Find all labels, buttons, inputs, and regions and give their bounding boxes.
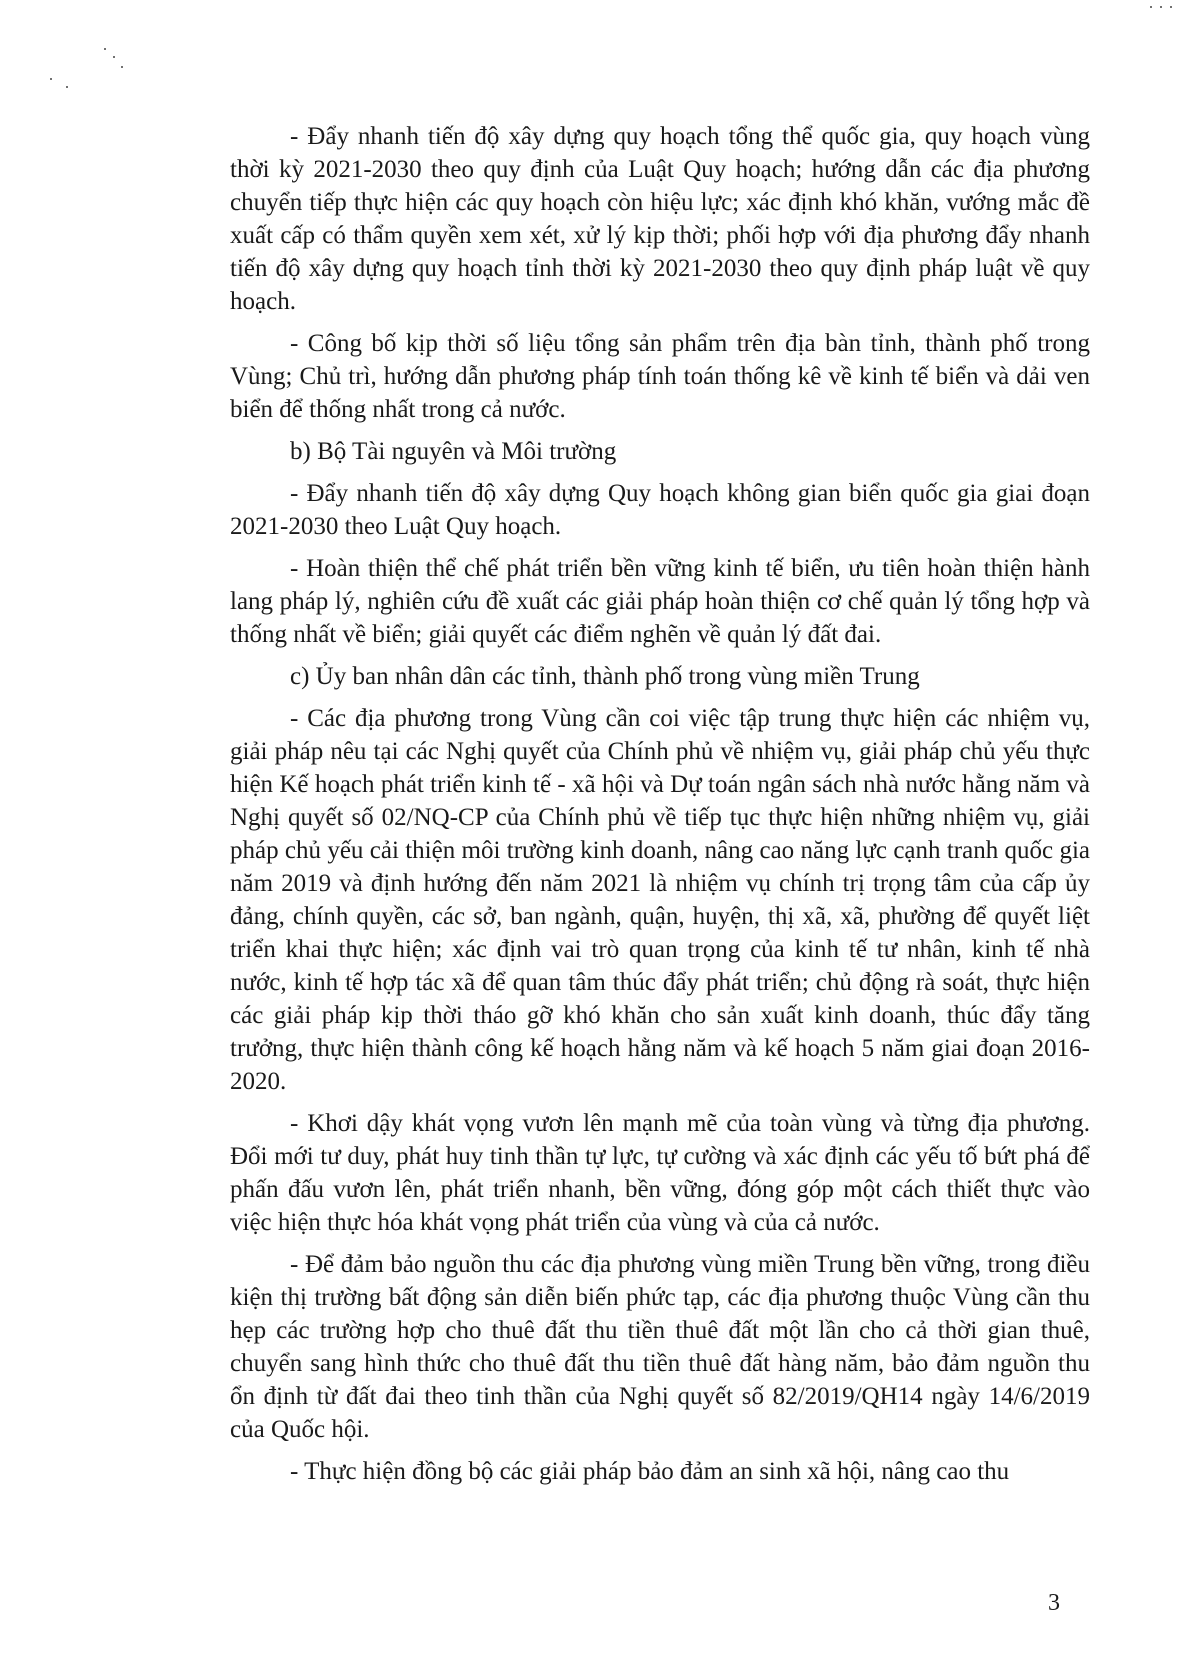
paragraph: - Để đảm bảo nguồn thu các địa phương vùng miền Trung bền vững, trong điều kiện thị trường bất động sản diễn biến phức tạp, các địa phương thuộc Vùng cần thu hẹp các trường hợp cho thuê đất thu tiền thuê đất một lần cho cả thời gian thuê, chuyển sang hình thức cho thuê đất thu tiền thuê đất hàng năm, bảo đảm nguồn thu ổn định từ đất đai theo tinh thần của Nghị quyết số 82/2019/QH14 ngày 14/6/2019 của Quốc hội. — [230, 1251, 1090, 1443]
scan-speck — [1160, 6, 1162, 8]
scan-speck — [1150, 6, 1152, 8]
page-number: 3 — [1048, 1590, 1060, 1616]
paragraph: - Các địa phương trong Vùng cần coi việc tập trung thực hiện các nhiệm vụ, giải pháp nêu tại các Nghị quyết của Chính phủ về nhiệm vụ, giải pháp chủ yếu thực hiện Kế hoạch phát triển kinh tế - xã hội và Dự toán ngân sách nhà nước hằng năm và Nghị quyết số 02/NQ-CP của Chính phủ về tiếp tục thực hiện những nhiệm vụ, giải pháp chủ yếu cải thiện môi trường kinh doanh, nâng cao năng lực cạnh tranh quốc gia năm 2019 và định hướng đến năm 2021 là nhiệm vụ chính trị trọng tâm của cấp ủy đảng, chính quyền, các sở, ban ngành, quận, huyện, thị xã, xã, phường để quyết liệt triển khai thực hiện; xác định vai trò quan trọng của kinh tế tư nhân, kinh tế nhà nước, kinh tế hợp tác xã để quan tâm thúc đẩy phát triển; chủ động rà soát, thực hiện các giải pháp kịp thời tháo gỡ khó khăn cho sản xuất kinh doanh, thúc đẩy tăng trưởng, thực hiện thành công kế hoạch hằng năm và kế hoạch 5 năm giai đoạn 2016-2020. — [230, 705, 1090, 1095]
section-heading: c) Ủy ban nhân dân các tỉnh, thành phố trong vùng miền Trung — [290, 663, 920, 690]
scan-speck — [1170, 6, 1172, 8]
document-body — [230, 120, 1090, 1497]
paragraph: - Thực hiện đồng bộ các giải pháp bảo đảm an sinh xã hội, nâng cao thu — [290, 1458, 1010, 1485]
scan-speck — [50, 78, 52, 80]
paragraph: - Hoàn thiện thể chế phát triển bền vững kinh tế biển, ưu tiên hoàn thiện hành lang pháp lý, nghiên cứu đề xuất các giải pháp hoàn thiện cơ chế quản lý tổng hợp và thống nhất về biển; giải quyết các điểm nghẽn về quản lý đất đai. — [230, 555, 1090, 648]
paragraph: - Đẩy nhanh tiến độ xây dựng quy hoạch tổng thể quốc gia, quy hoạch vùng thời kỳ 2021-2030 theo quy định của Luật Quy hoạch; hướng dẫn các địa phương chuyển tiếp thực hiện các quy hoạch còn hiệu lực; xác định khó khăn, vướng mắc đề xuất cấp có thẩm quyền xem xét, xử lý kịp thời; phối hợp với địa phương đẩy nhanh tiến độ xây dựng quy hoạch tỉnh thời kỳ 2021-2030 theo quy định pháp luật về quy hoạch. — [230, 123, 1090, 315]
paragraph: - Đẩy nhanh tiến độ xây dựng Quy hoạch không gian biển quốc gia giai đoạn 2021-2030 theo Luật Quy hoạch. — [230, 480, 1090, 540]
scan-speck — [104, 48, 106, 50]
paragraph: - Công bố kịp thời số liệu tổng sản phẩm trên địa bàn tỉnh, thành phố trong Vùng; Chủ trì, hướng dẫn phương pháp tính toán thống kê về kinh tế biển và dải ven biển để thống nhất trong cả nước. — [230, 330, 1090, 423]
scan-speck — [113, 56, 115, 58]
scan-speck — [121, 66, 123, 68]
paragraph: - Khơi dậy khát vọng vươn lên mạnh mẽ của toàn vùng và từng địa phương. Đổi mới tư duy, phát huy tinh thần tự lực, tự cường và xác định các yếu tố bứt phá để phấn đấu vươn lên, phát triển nhanh, bền vững, đóng góp một cách thiết thực vào việc hiện thực hóa khát vọng phát triển của vùng và của cả nước. — [230, 1110, 1090, 1236]
scan-speck — [66, 86, 68, 88]
section-heading: b) Bộ Tài nguyên và Môi trường — [290, 438, 617, 465]
